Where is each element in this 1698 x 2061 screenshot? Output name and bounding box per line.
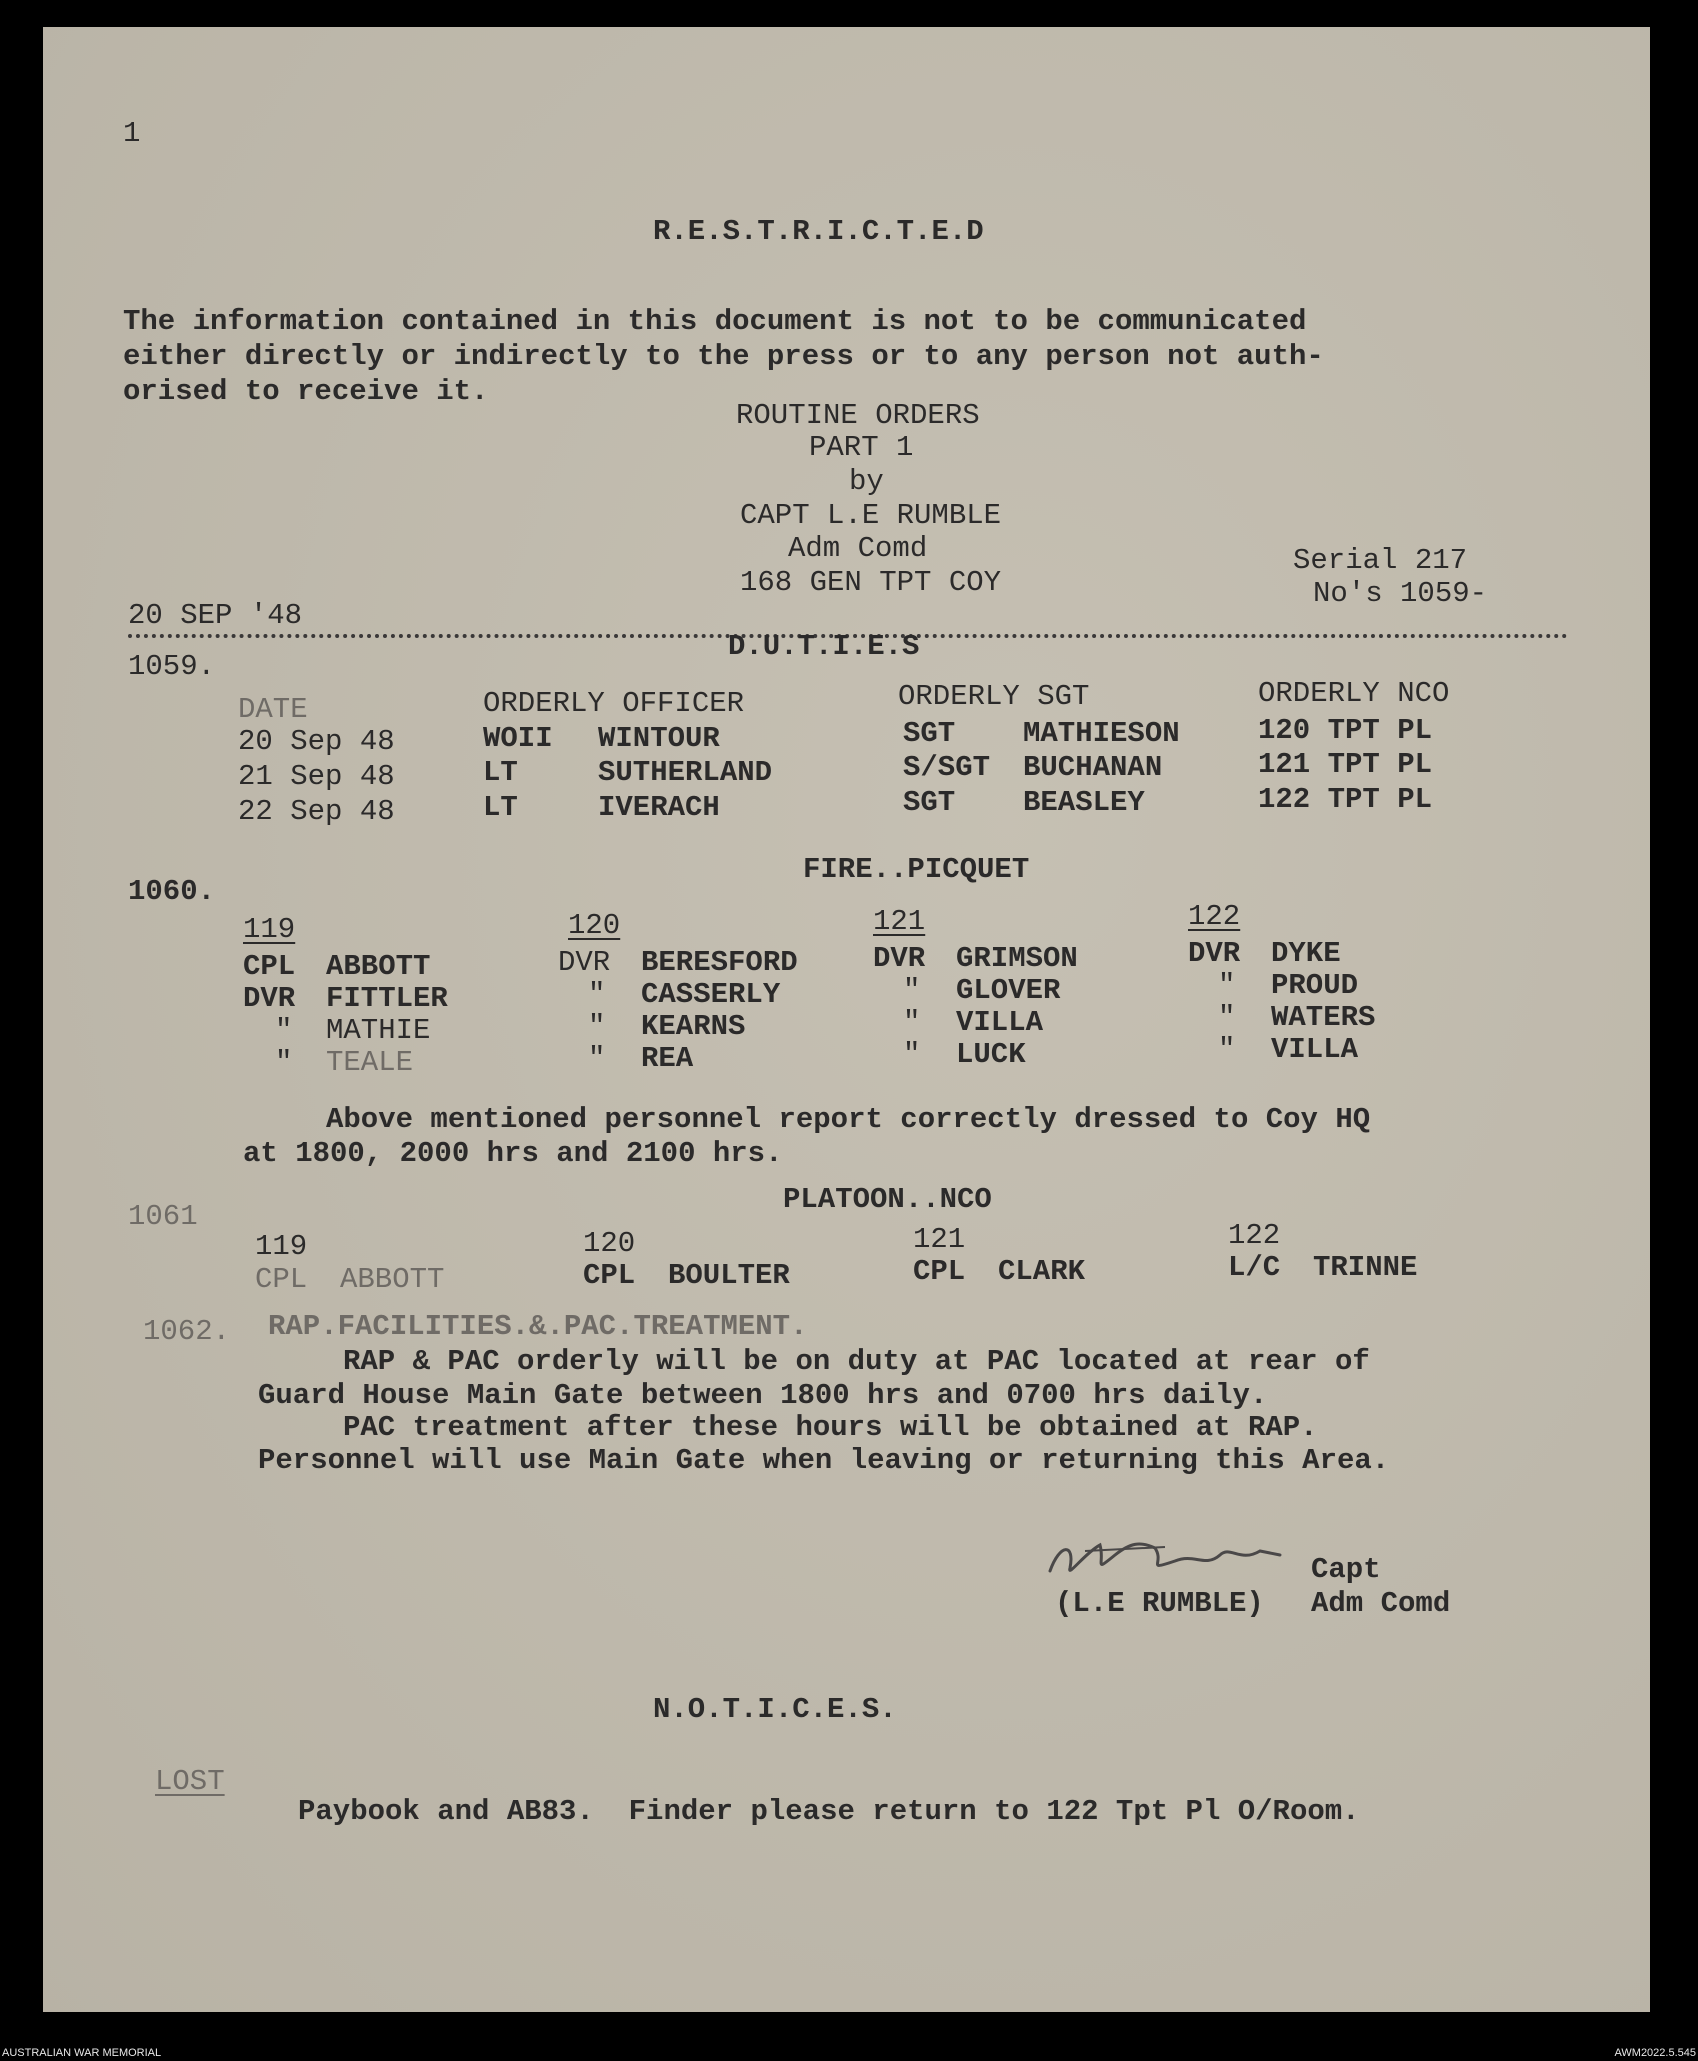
platoon-nco-121-name: CLARK <box>998 1255 1086 1288</box>
notices-lost-label: LOST <box>155 1765 225 1798</box>
platoon-nco-119-name: ABBOTT <box>340 1263 445 1296</box>
duty-row-1-date: 20 Sep 48 <box>238 725 395 758</box>
page-corner-mark: 1 <box>123 117 141 150</box>
notices-lost-text: Paybook and AB83. Finder please return to 122 Tpt Pl O/Room. <box>298 1795 1360 1828</box>
duties-header-nco: ORDERLY NCO <box>1258 677 1450 710</box>
fire-picquet-number: 1060. <box>128 875 216 908</box>
platoon-nco-title: PLATOON..NCO <box>783 1183 992 1216</box>
platoon-nco-platoon-119: 119 <box>255 1230 308 1263</box>
heading-routine-orders: ROUTINE ORDERS <box>736 399 980 432</box>
duty-row-1-officer: WINTOUR <box>598 722 720 755</box>
duties-number: 1059. <box>128 650 216 683</box>
rap-line-3: PAC treatment after these hours will be obtained at RAP. <box>343 1411 1318 1444</box>
duty-row-1-rank: WOII <box>483 722 553 755</box>
duties-title: D.U.T.I.E.S <box>728 630 920 663</box>
rap-title: RAP.FACILITIES.&.PAC.TREATMENT. <box>268 1310 808 1343</box>
duty-row-2-rank: LT <box>483 756 518 789</box>
rap-number: 1062. <box>143 1315 231 1348</box>
platoon-nco-122-rank: L/C <box>1228 1251 1281 1284</box>
fire-picquet-120-name-1: BERESFORD <box>641 946 798 979</box>
fire-picquet-122-rank-4: " <box>1218 1033 1236 1066</box>
fire-picquet-120-rank-1: DVR <box>558 946 611 979</box>
rap-line-2: Guard House Main Gate between 1800 hrs and 0700 hrs daily. <box>258 1379 1268 1412</box>
serial-number: Serial 217 <box>1293 544 1468 577</box>
platoon-nco-platoon-120: 120 <box>583 1227 636 1260</box>
fire-picquet-note-line-2: at 1800, 2000 hrs and 2100 hrs. <box>243 1137 783 1170</box>
fire-picquet-121-name-2: GLOVER <box>956 974 1061 1007</box>
fire-picquet-120-rank-2: " <box>588 978 606 1011</box>
fire-picquet-120-rank-4: " <box>588 1042 606 1075</box>
duty-row-3-rank: LT <box>483 791 518 824</box>
duties-header-sgt: ORDERLY SGT <box>898 680 1090 713</box>
fire-picquet-120-name-2: CASSERLY <box>641 978 781 1011</box>
duty-row-3-sgt: BEASLEY <box>1023 786 1145 819</box>
warning-line-3: orised to receive it. <box>123 375 489 408</box>
fire-picquet-121-rank-3: " <box>903 1006 921 1039</box>
platoon-nco-120-name: BOULTER <box>668 1259 790 1292</box>
fire-picquet-title: FIRE..PICQUET <box>803 853 1030 886</box>
duty-row-3-sgt-rank: SGT <box>903 786 956 819</box>
heading-part: PART 1 <box>809 431 914 464</box>
fire-picquet-122-name-1: DYKE <box>1271 937 1341 970</box>
platoon-nco-122-name: TRINNE <box>1313 1251 1418 1284</box>
duty-row-1-sgt-rank: SGT <box>903 717 956 750</box>
fire-picquet-121-rank-1: DVR <box>873 942 926 975</box>
platoon-nco-platoon-121: 121 <box>913 1223 966 1256</box>
heading-appointment: Adm Comd <box>788 532 928 565</box>
fire-picquet-platoon-122: 122 <box>1188 900 1241 933</box>
fire-picquet-120-name-4: REA <box>641 1042 694 1075</box>
footer-reference-number: AWM2022.5.545 <box>1614 2047 1696 2059</box>
signature-rank: Capt <box>1311 1553 1381 1586</box>
duty-row-2-nco: 121 TPT PL <box>1258 748 1433 781</box>
duty-row-2-sgt-rank: S/SGT <box>903 751 991 784</box>
notices-title: N.O.T.I.C.E.S. <box>653 1693 897 1726</box>
fire-picquet-platoon-120: 120 <box>568 909 621 942</box>
fire-picquet-119-name-4: TEALE <box>326 1046 414 1079</box>
document-date: 20 SEP '48 <box>128 599 303 632</box>
signature-appointment: Adm Comd <box>1311 1587 1451 1620</box>
fire-picquet-122-name-2: PROUD <box>1271 969 1359 1002</box>
fire-picquet-119-name-3: MATHIE <box>326 1014 431 1047</box>
duties-header-date: DATE <box>238 693 308 726</box>
duty-row-1-nco: 120 TPT PL <box>1258 714 1433 747</box>
warning-line-2: either directly or indirectly to the press or to any person not auth- <box>123 340 1324 373</box>
fire-picquet-121-name-1: GRIMSON <box>956 942 1078 975</box>
fire-picquet-121-rank-2: " <box>903 974 921 1007</box>
fire-picquet-120-rank-3: " <box>588 1010 606 1043</box>
fire-picquet-119-rank-4: " <box>275 1046 293 1079</box>
fire-picquet-121-name-4: LUCK <box>956 1038 1026 1071</box>
duty-row-2-officer: SUTHERLAND <box>598 756 773 789</box>
heading-unit: 168 GEN TPT COY <box>740 566 1002 599</box>
fire-picquet-platoon-119: 119 <box>243 913 296 946</box>
classification-heading: R.E.S.T.R.I.C.T.E.D <box>653 215 984 248</box>
duty-row-3-date: 22 Sep 48 <box>238 795 395 828</box>
fire-picquet-119-name-1: ABBOTT <box>326 950 431 983</box>
fire-picquet-122-rank-2: " <box>1218 969 1236 1002</box>
platoon-nco-121-rank: CPL <box>913 1255 966 1288</box>
handwritten-signature-icon <box>1045 1533 1285 1583</box>
rap-line-4: Personnel will use Main Gate when leaving or returning this Area. <box>258 1444 1390 1477</box>
rap-line-1: RAP & PAC orderly will be on duty at PAC located at rear of <box>343 1345 1370 1378</box>
signature-name: (L.E RUMBLE) <box>1055 1587 1264 1620</box>
fire-picquet-119-rank-2: DVR <box>243 982 296 1015</box>
fire-picquet-122-name-3: WATERS <box>1271 1001 1376 1034</box>
fire-picquet-121-rank-4: " <box>903 1038 921 1071</box>
platoon-nco-120-rank: CPL <box>583 1259 636 1292</box>
fire-picquet-119-rank-1: CPL <box>243 950 296 983</box>
fire-picquet-122-name-4: VILLA <box>1271 1033 1359 1066</box>
order-numbers: No's 1059- <box>1313 577 1488 610</box>
platoon-nco-platoon-122: 122 <box>1228 1219 1281 1252</box>
warning-line-1: The information contained in this document is not to be communicated <box>123 305 1307 338</box>
fire-picquet-120-name-3: KEARNS <box>641 1010 746 1043</box>
heading-by: by <box>849 465 884 498</box>
platoon-nco-number: 1061 <box>128 1200 198 1233</box>
duty-row-3-nco: 122 TPT PL <box>1258 783 1433 816</box>
fire-picquet-121-name-3: VILLA <box>956 1006 1044 1039</box>
duty-row-2-date: 21 Sep 48 <box>238 760 395 793</box>
duties-header-officer: ORDERLY OFFICER <box>483 687 745 720</box>
footer-archive-name: AUSTRALIAN WAR MEMORIAL <box>2 2047 162 2059</box>
duty-row-1-sgt: MATHIESON <box>1023 717 1180 750</box>
heading-commander: CAPT L.E RUMBLE <box>740 499 1002 532</box>
duty-row-3-officer: IVERACH <box>598 791 720 824</box>
fire-picquet-119-name-2: FITTLER <box>326 982 448 1015</box>
duty-row-2-sgt: BUCHANAN <box>1023 751 1163 784</box>
document-page <box>43 27 1650 2012</box>
fire-picquet-122-rank-1: DVR <box>1188 937 1241 970</box>
fire-picquet-note-line-1: Above mentioned personnel report correctly dressed to Coy HQ <box>326 1103 1371 1136</box>
fire-picquet-122-rank-3: " <box>1218 1001 1236 1034</box>
fire-picquet-platoon-121: 121 <box>873 905 926 938</box>
platoon-nco-119-rank: CPL <box>255 1263 308 1296</box>
fire-picquet-119-rank-3: " <box>275 1014 293 1047</box>
